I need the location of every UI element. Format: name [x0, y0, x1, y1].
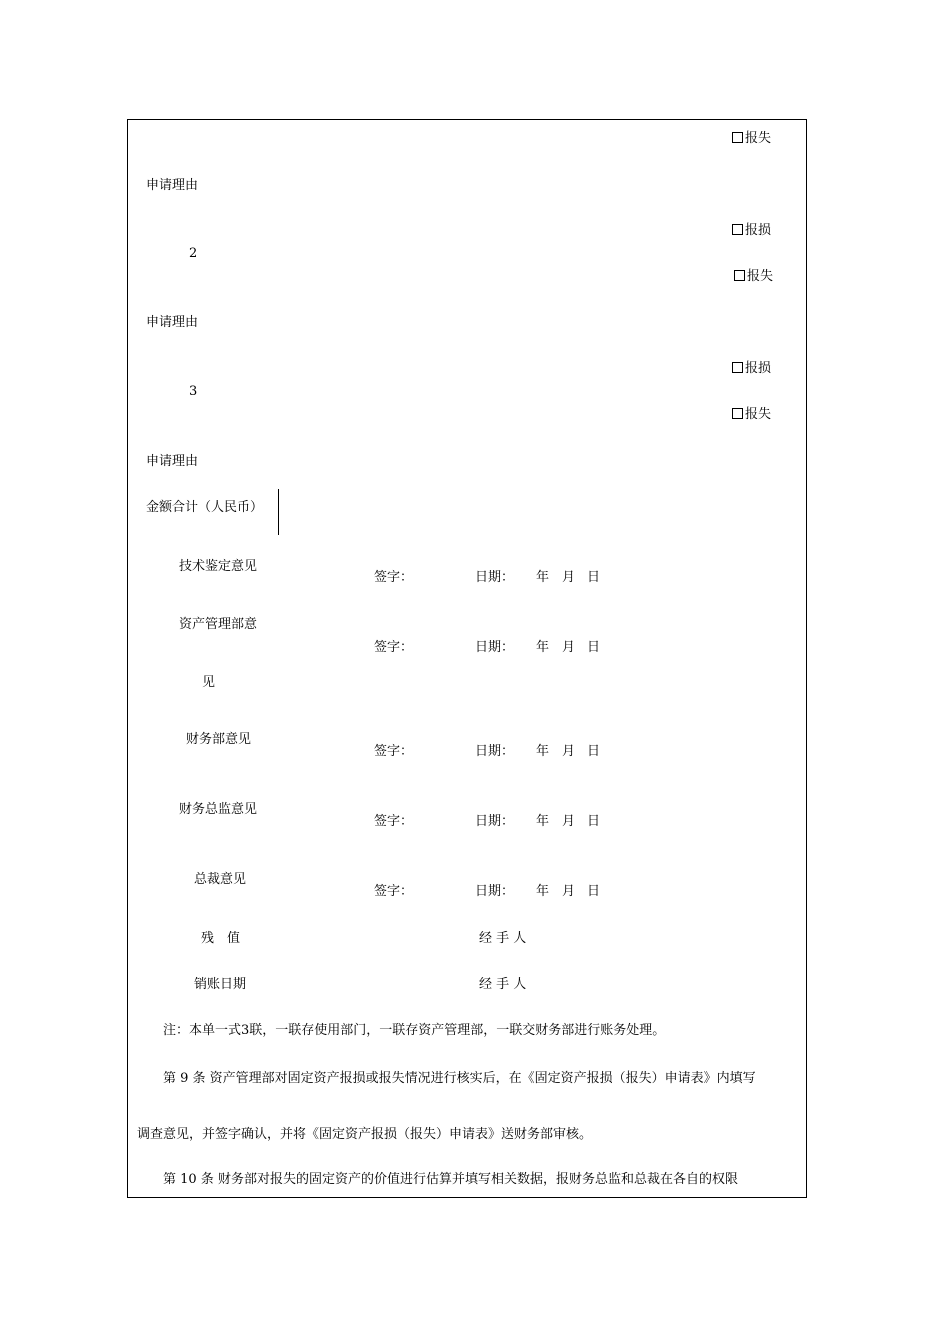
- article-10-line-1: 第 10 条 财务部对报失的固定资产的价值进行估算并填写相关数据，报财务总监和总裁在各自的权限: [163, 1172, 738, 1187]
- item-number-2: 2: [189, 246, 198, 261]
- writeoff-date-label: 销账日期: [194, 977, 247, 992]
- checkbox-damage-3[interactable]: 报损: [732, 361, 771, 377]
- month-label: 月: [562, 640, 576, 655]
- month-label: 月: [562, 884, 576, 899]
- date-label: 日期：: [475, 744, 515, 759]
- form-note: 注：本单一式3联，一联存使用部门，一联存资产管理部，一联交财务部进行账务处理。: [163, 1023, 666, 1038]
- president-label: 总裁意见: [194, 872, 247, 887]
- article-9-line-1: 第 9 条 资产管理部对固定资产报损或报失情况进行核实后，在《固定资产报损（报失）申请表》内填写: [163, 1071, 756, 1086]
- item-number-3: 3: [189, 384, 198, 399]
- day-label: 日: [587, 814, 601, 829]
- asset-mgmt-label: 资产管理部意: [179, 617, 258, 632]
- date-label: 日期：: [475, 884, 515, 899]
- reason-label-2: 申请理由: [146, 315, 199, 330]
- date-label: 日期：: [475, 570, 515, 585]
- finance-dept-label: 财务部意见: [186, 732, 252, 747]
- date-label: 日期：: [475, 640, 515, 655]
- handler-label: 经 手 人: [479, 977, 527, 992]
- day-label: 日: [587, 884, 601, 899]
- cell-divider: [278, 489, 279, 535]
- year-label: 年: [536, 744, 550, 759]
- day-label: 日: [587, 640, 601, 655]
- tech-appraisal-label: 技术鉴定意见: [179, 559, 258, 574]
- reason-label-3: 申请理由: [146, 454, 199, 469]
- checkbox-icon: [732, 362, 743, 373]
- cfo-label: 财务总监意见: [179, 802, 258, 817]
- checkbox-icon: [734, 270, 745, 281]
- sign-label: 签字：: [374, 814, 414, 829]
- residual-value-label: 残 值: [201, 931, 241, 946]
- year-label: 年: [536, 640, 550, 655]
- year-label: 年: [536, 570, 550, 585]
- checkbox-icon: [732, 408, 743, 419]
- checkbox-damage-2[interactable]: 报损: [732, 223, 771, 239]
- month-label: 月: [562, 570, 576, 585]
- checkbox-loss-2[interactable]: 报失: [734, 269, 773, 285]
- year-label: 年: [536, 884, 550, 899]
- checkbox-loss-3[interactable]: 报失: [732, 407, 771, 423]
- sign-label: 签字：: [374, 640, 414, 655]
- month-label: 月: [562, 744, 576, 759]
- year-label: 年: [536, 814, 550, 829]
- sign-label: 签字：: [374, 570, 414, 585]
- checkbox-loss-1[interactable]: 报失: [732, 131, 771, 147]
- checkbox-icon: [732, 224, 743, 235]
- sign-label: 签字：: [374, 744, 414, 759]
- asset-mgmt-label-cont: 见: [202, 675, 216, 690]
- article-9-line-2: 调查意见，并签字确认，并将《固定资产报损（报失）申请表》送财务部审核。: [137, 1127, 593, 1142]
- day-label: 日: [587, 570, 601, 585]
- checkbox-icon: [732, 132, 743, 143]
- sign-label: 签字：: [374, 884, 414, 899]
- day-label: 日: [587, 744, 601, 759]
- date-label: 日期：: [475, 814, 515, 829]
- handler-label: 经 手 人: [479, 931, 527, 946]
- month-label: 月: [562, 814, 576, 829]
- total-amount-label: 金额合计（人民币）: [146, 500, 264, 515]
- reason-label-1: 申请理由: [146, 178, 199, 193]
